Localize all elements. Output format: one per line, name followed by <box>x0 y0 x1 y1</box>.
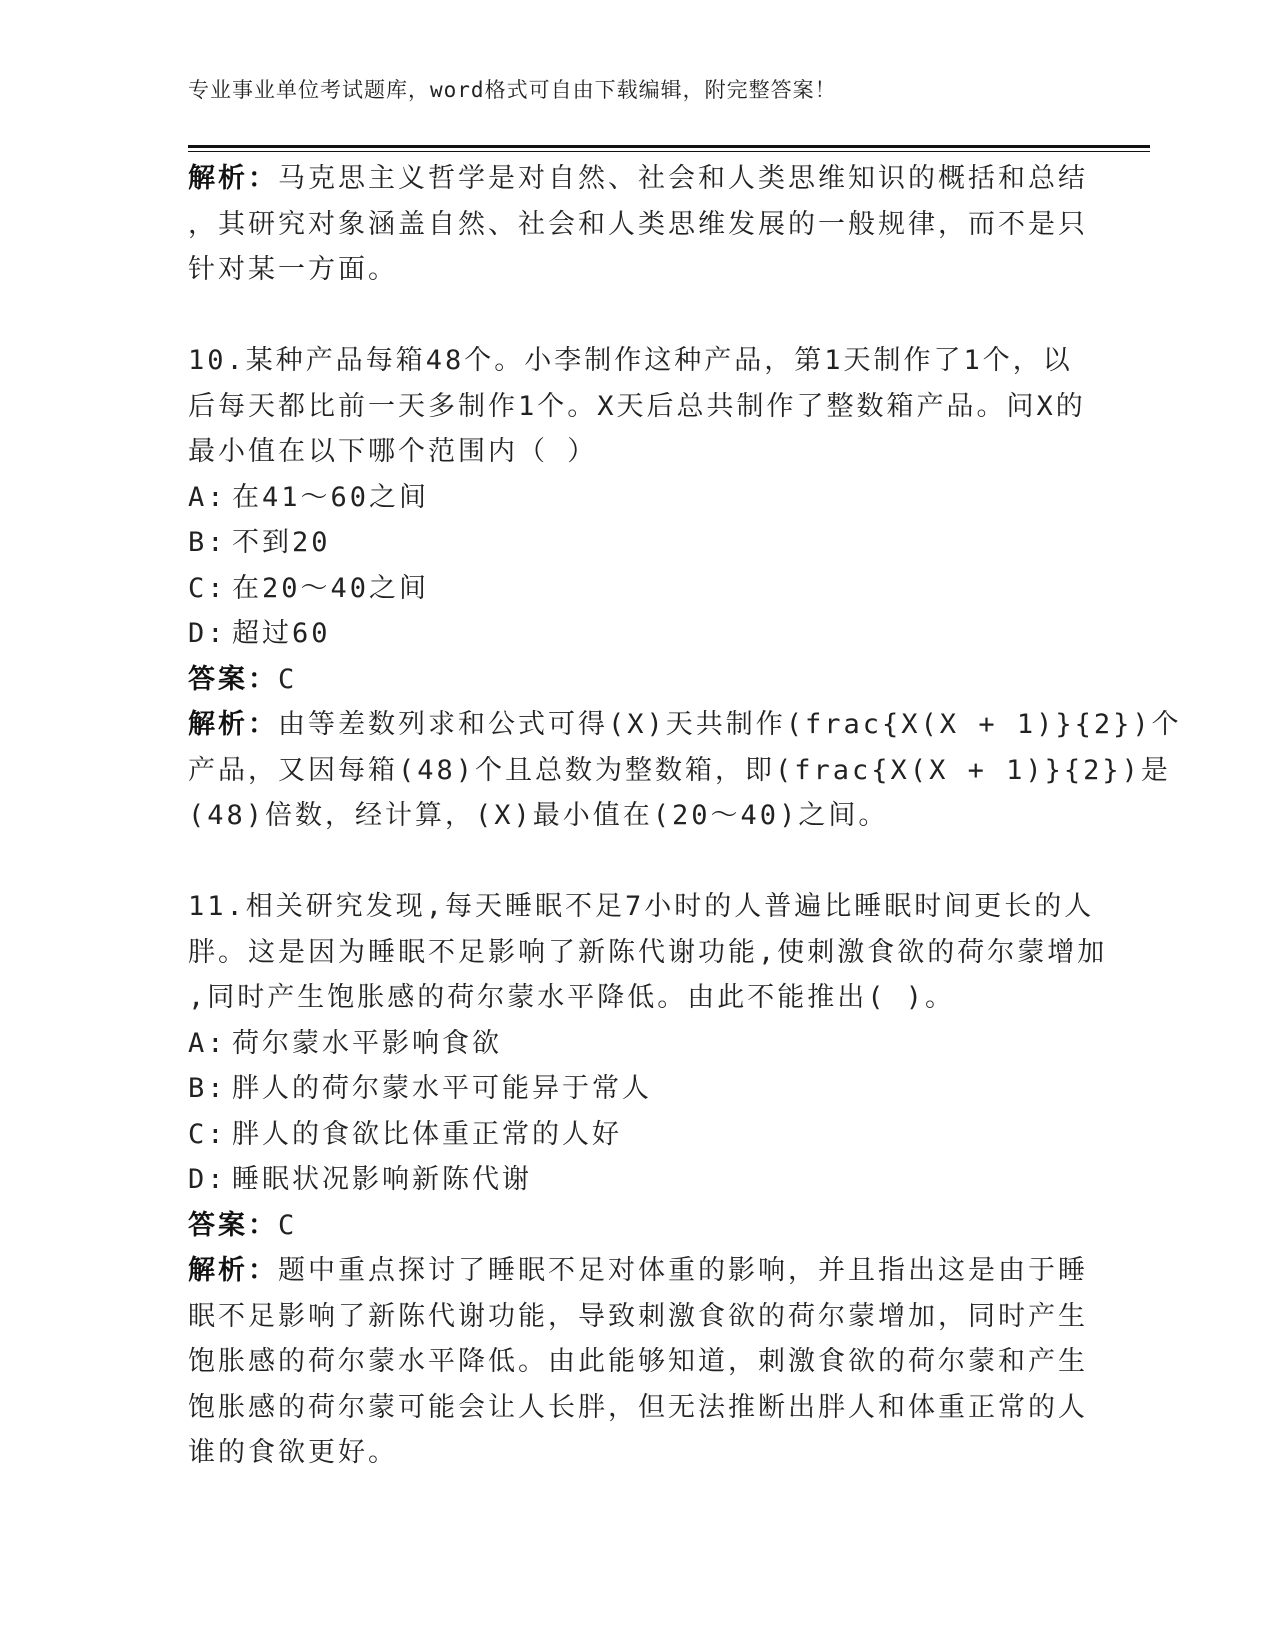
q10-option-d <box>188 611 1088 657</box>
q11-option-a <box>188 1021 1088 1067</box>
answer-value: C <box>278 663 298 695</box>
q10-answer <box>188 657 1088 703</box>
q11-explanation-line-5: 谁的食欲更好。 <box>188 1437 398 1468</box>
explanation-label: 解析： <box>188 709 278 740</box>
q10-explanation-line-2: 产品，又因每箱(48)个且总数为整数箱，即(frac{X(X + 1)}{2})是 <box>188 754 1171 786</box>
prev-explanation-text-1: 马克思主义哲学是对自然、社会和人类思维知识的概括和总结 <box>278 163 1088 194</box>
spacer <box>188 293 1088 339</box>
option-text: 睡眠状况影响新陈代谢 <box>232 1164 532 1195</box>
q11-explanation-line-3: 饱胀感的荷尔蒙水平降低。由此能够知道，刺激食欲的荷尔蒙和产生 <box>188 1346 1088 1377</box>
answer-value: C <box>278 1209 298 1241</box>
q11-explanation-line-1 <box>188 1248 1088 1294</box>
header-rule-thin <box>188 151 1150 152</box>
prev-explanation-line-3: 针对某一方面。 <box>188 254 398 285</box>
q10-stem-line-1: 10.某种产品每箱48个。小李制作这种产品，第1天制作了1个，以 <box>188 345 1073 376</box>
option-text: 在20～40之间 <box>232 572 430 604</box>
q11-explanation-line-2: 眠不足影响了新陈代谢功能，导致刺激食欲的荷尔蒙增加，同时产生 <box>188 1300 1088 1332</box>
q11-explanation-text-1: 题中重点探讨了睡眠不足对体重的影响，并且指出这是由于睡 <box>278 1255 1088 1286</box>
option-key: C: <box>188 572 227 604</box>
q11-option-d <box>188 1157 1088 1203</box>
answer-label: 答案： <box>188 663 278 695</box>
q10-option-c <box>188 566 1088 612</box>
prev-explanation-line-1 <box>188 156 1088 202</box>
header-note: 专业事业单位考试题库，word格式可自由下载编辑，附完整答案！ <box>188 78 837 102</box>
q11-explanation-line-4: 饱胀感的荷尔蒙可能会让人长胖，但无法推断出胖人和体重正常的人 <box>188 1391 1088 1423</box>
q11-option-c <box>188 1112 1088 1158</box>
q10-option-a <box>188 475 1088 521</box>
option-key: A: <box>188 1027 227 1059</box>
spacer <box>188 839 1088 885</box>
option-key: B: <box>188 527 227 558</box>
header-rule-thick <box>188 145 1150 148</box>
option-key: C: <box>188 1118 227 1150</box>
q10-stem-line-2: 后每天都比前一天多制作1个。X天后总共制作了整数箱产品。问X的 <box>188 390 1086 422</box>
option-text: 胖人的荷尔蒙水平可能异于常人 <box>232 1073 652 1104</box>
option-text: 胖人的食欲比体重正常的人好 <box>232 1118 622 1150</box>
option-key: B: <box>188 1073 227 1104</box>
option-text: 不到20 <box>232 527 331 558</box>
option-key: A: <box>188 481 227 513</box>
q11-stem-line-2: 胖。这是因为睡眠不足影响了新陈代谢功能,使刺激食欲的荷尔蒙增加 <box>188 936 1108 968</box>
document-body <box>188 156 1182 1476</box>
answer-label: 答案： <box>188 1209 278 1241</box>
q10-option-b <box>188 520 1088 566</box>
option-key: D: <box>188 1164 227 1195</box>
option-text: 在41～60之间 <box>232 481 430 513</box>
q11-answer <box>188 1203 1088 1249</box>
option-text: 超过60 <box>232 618 331 649</box>
option-text: 荷尔蒙水平影响食欲 <box>232 1027 502 1059</box>
q10-stem-line-3: 最小值在以下哪个范围内（ ） <box>188 436 598 467</box>
q11-option-b <box>188 1066 1088 1112</box>
q11-stem-line-3: ,同时产生饱胀感的荷尔蒙水平降低。由此不能推出( )。 <box>188 982 956 1013</box>
q10-explanation-line-1 <box>188 702 1182 748</box>
q10-explanation-text-1: 由等差数列求和公式可得(X)天共制作(frac{X(X + 1)}{2})个 <box>278 709 1182 740</box>
explanation-label: 解析： <box>188 163 278 194</box>
option-key: D: <box>188 618 227 649</box>
prev-explanation-line-2: ，其研究对象涵盖自然、社会和人类思维发展的一般规律，而不是只 <box>188 208 1088 240</box>
explanation-label: 解析： <box>188 1255 278 1286</box>
q10-explanation-line-3: (48)倍数，经计算，(X)最小值在(20～40)之间。 <box>188 800 889 831</box>
q11-stem-line-1: 11.相关研究发现,每天睡眠不足7小时的人普遍比睡眠时间更长的人 <box>188 891 1095 922</box>
